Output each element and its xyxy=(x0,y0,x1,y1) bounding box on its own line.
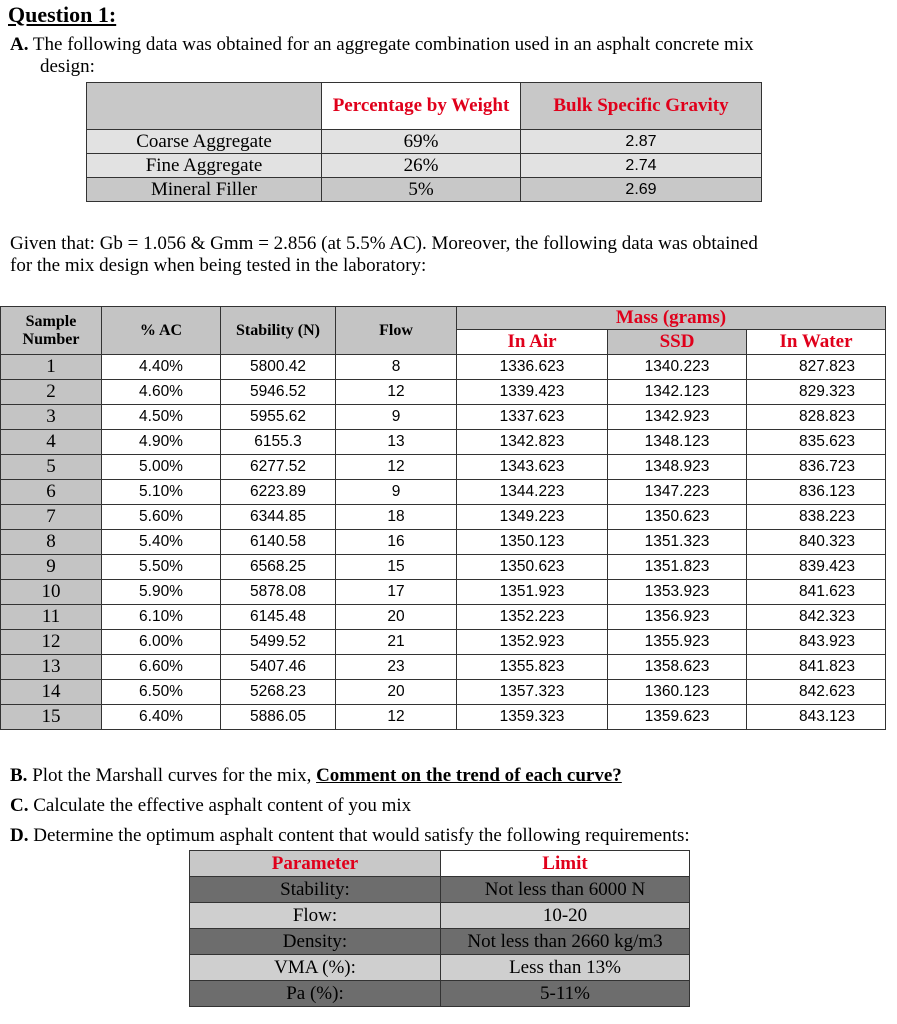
req-param: VMA (%): xyxy=(190,955,441,981)
header-mass: Mass (grams) xyxy=(457,307,886,330)
table-row xyxy=(1,455,886,480)
table-row xyxy=(87,178,762,202)
part-b-text: Plot the Marshall curves for the mix, xyxy=(32,765,312,786)
req-header-limit: Limit xyxy=(441,851,690,877)
flow-cell: 9 xyxy=(336,480,457,505)
sample-number-cell: 14 xyxy=(1,680,102,705)
part-b xyxy=(10,765,622,787)
sample-number-cell: 12 xyxy=(1,630,102,655)
req-param: Pa (%): xyxy=(190,981,441,1007)
stability-cell: 5878.08 xyxy=(221,580,336,605)
ssd-cell: 1340.223 xyxy=(608,355,747,380)
table-row xyxy=(190,981,690,1007)
ssd-cell: 1360.123 xyxy=(608,680,747,705)
req-limit: 10-20 xyxy=(441,903,690,929)
stability-cell: 5268.23 xyxy=(221,680,336,705)
req-limit: Not less than 6000 N xyxy=(441,877,690,903)
header-in-water: In Water xyxy=(747,330,886,355)
ssd-cell: 1350.623 xyxy=(608,505,747,530)
part-c xyxy=(10,795,411,817)
header-flow: Flow xyxy=(336,307,457,355)
part-c-text: Calculate the effective asphalt content of you mix xyxy=(33,795,412,816)
flow-cell: 20 xyxy=(336,605,457,630)
table-row xyxy=(1,355,886,380)
table-row xyxy=(1,405,886,430)
part-a-text xyxy=(10,34,754,56)
flow-cell: 15 xyxy=(336,555,457,580)
ssd-cell: 1348.123 xyxy=(608,430,747,455)
flow-cell: 18 xyxy=(336,505,457,530)
flow-cell: 23 xyxy=(336,655,457,680)
flow-cell: 12 xyxy=(336,455,457,480)
ssd-cell: 1342.123 xyxy=(608,380,747,405)
ssd-cell: 1342.923 xyxy=(608,405,747,430)
ssd-cell: 1358.623 xyxy=(608,655,747,680)
sample-number-cell: 2 xyxy=(1,380,102,405)
in-water-cell: 838.223 xyxy=(747,505,886,530)
sample-number-cell: 4 xyxy=(1,430,102,455)
ac-cell: 4.90% xyxy=(102,430,221,455)
flow-cell: 8 xyxy=(336,355,457,380)
stability-cell: 6155.3 xyxy=(221,430,336,455)
stability-cell: 5800.42 xyxy=(221,355,336,380)
sample-number-cell: 13 xyxy=(1,655,102,680)
part-b-label: B. xyxy=(10,765,28,786)
in-water-cell: 841.623 xyxy=(747,580,886,605)
in-air-cell: 1352.923 xyxy=(457,630,608,655)
stability-cell: 6223.89 xyxy=(221,480,336,505)
table-row xyxy=(87,130,762,154)
table-row xyxy=(190,903,690,929)
ac-cell: 4.50% xyxy=(102,405,221,430)
ac-cell: 6.40% xyxy=(102,705,221,730)
sample-number-cell: 15 xyxy=(1,705,102,730)
header-stability: Stability (N) xyxy=(221,307,336,355)
sample-number-cell: 7 xyxy=(1,505,102,530)
stability-cell: 6277.52 xyxy=(221,455,336,480)
given-line1: Given that: Gb = 1.056 & Gmm = 2.856 (at 5.5% AC). Moreover, the following data was obtained xyxy=(10,233,758,254)
in-air-cell: 1355.823 xyxy=(457,655,608,680)
stability-cell: 6145.48 xyxy=(221,605,336,630)
sample-number-cell: 1 xyxy=(1,355,102,380)
in-water-cell: 840.323 xyxy=(747,530,886,555)
ssd-cell: 1347.223 xyxy=(608,480,747,505)
ssd-cell: 1351.823 xyxy=(608,555,747,580)
ac-cell: 6.00% xyxy=(102,630,221,655)
in-air-cell: 1349.223 xyxy=(457,505,608,530)
stability-cell: 5886.05 xyxy=(221,705,336,730)
ssd-cell: 1355.923 xyxy=(608,630,747,655)
part-a-line1: The following data was obtained for an aggregate combination used in an asphalt concrete mix xyxy=(32,34,754,55)
part-b-emphasis: Comment on the trend of each curve? xyxy=(316,765,622,786)
ac-cell: 6.50% xyxy=(102,680,221,705)
in-air-cell: 1339.423 xyxy=(457,380,608,405)
stability-cell: 6344.85 xyxy=(221,505,336,530)
in-water-cell: 842.623 xyxy=(747,680,886,705)
ssd-cell: 1353.923 xyxy=(608,580,747,605)
req-param: Flow: xyxy=(190,903,441,929)
aggregate-header-percent: Percentage by Weight xyxy=(322,83,521,130)
ac-cell: 5.60% xyxy=(102,505,221,530)
ac-cell: 4.40% xyxy=(102,355,221,380)
in-air-cell: 1350.123 xyxy=(457,530,608,555)
in-air-cell: 1359.323 xyxy=(457,705,608,730)
aggregate-bsg: 2.74 xyxy=(521,154,762,178)
flow-cell: 12 xyxy=(336,705,457,730)
ac-cell: 6.10% xyxy=(102,605,221,630)
table-row xyxy=(1,580,886,605)
in-water-cell: 839.423 xyxy=(747,555,886,580)
sample-number-cell: 3 xyxy=(1,405,102,430)
req-limit: Not less than 2660 kg/m3 xyxy=(441,929,690,955)
lab-data-table xyxy=(0,306,886,730)
header-in-air: In Air xyxy=(457,330,608,355)
ssd-cell: 1348.923 xyxy=(608,455,747,480)
in-air-cell: 1343.623 xyxy=(457,455,608,480)
flow-cell: 9 xyxy=(336,405,457,430)
sample-number-cell: 10 xyxy=(1,580,102,605)
req-header-parameter: Parameter xyxy=(190,851,441,877)
req-param: Density: xyxy=(190,929,441,955)
table-row xyxy=(190,929,690,955)
question-title: Question 1: xyxy=(8,2,117,27)
ssd-cell: 1359.623 xyxy=(608,705,747,730)
part-a-line2: design: xyxy=(40,56,95,77)
requirements-table xyxy=(189,850,690,1007)
sample-number-cell: 8 xyxy=(1,530,102,555)
table-row xyxy=(1,630,886,655)
in-air-cell: 1351.923 xyxy=(457,580,608,605)
in-water-cell: 827.823 xyxy=(747,355,886,380)
header-ac: % AC xyxy=(102,307,221,355)
in-air-cell: 1350.623 xyxy=(457,555,608,580)
table-row xyxy=(190,877,690,903)
in-air-cell: 1337.623 xyxy=(457,405,608,430)
part-d-text: Determine the optimum asphalt content that would satisfy the following requirements: xyxy=(33,825,690,846)
aggregate-name: Mineral Filler xyxy=(87,178,322,202)
in-water-cell: 841.823 xyxy=(747,655,886,680)
stability-cell: 6140.58 xyxy=(221,530,336,555)
ac-cell: 5.90% xyxy=(102,580,221,605)
aggregate-name: Fine Aggregate xyxy=(87,154,322,178)
sample-number-cell: 9 xyxy=(1,555,102,580)
table-row xyxy=(1,505,886,530)
flow-cell: 20 xyxy=(336,680,457,705)
part-a-label: A. xyxy=(10,34,29,55)
ac-cell: 5.50% xyxy=(102,555,221,580)
part-d xyxy=(10,825,690,847)
table-row xyxy=(1,555,886,580)
aggregate-table xyxy=(86,82,762,202)
aggregate-corner-cell xyxy=(87,83,322,130)
flow-cell: 12 xyxy=(336,380,457,405)
aggregate-name: Coarse Aggregate xyxy=(87,130,322,154)
ac-cell: 4.60% xyxy=(102,380,221,405)
flow-cell: 17 xyxy=(336,580,457,605)
in-air-cell: 1342.823 xyxy=(457,430,608,455)
ac-cell: 6.60% xyxy=(102,655,221,680)
in-air-cell: 1336.623 xyxy=(457,355,608,380)
in-water-cell: 843.923 xyxy=(747,630,886,655)
given-line2: for the mix design when being tested in the laboratory: xyxy=(10,255,427,276)
in-air-cell: 1357.323 xyxy=(457,680,608,705)
flow-cell: 13 xyxy=(336,430,457,455)
flow-cell: 21 xyxy=(336,630,457,655)
stability-cell: 5955.62 xyxy=(221,405,336,430)
sample-number-cell: 5 xyxy=(1,455,102,480)
part-c-label: C. xyxy=(10,795,29,816)
aggregate-bsg: 2.87 xyxy=(521,130,762,154)
aggregate-header-bsg: Bulk Specific Gravity xyxy=(521,83,762,130)
ssd-cell: 1351.323 xyxy=(608,530,747,555)
ac-cell: 5.10% xyxy=(102,480,221,505)
in-water-cell: 836.123 xyxy=(747,480,886,505)
table-row xyxy=(1,655,886,680)
in-water-cell: 843.123 xyxy=(747,705,886,730)
in-air-cell: 1344.223 xyxy=(457,480,608,505)
header-ssd: SSD xyxy=(608,330,747,355)
table-row xyxy=(190,955,690,981)
stability-cell: 5407.46 xyxy=(221,655,336,680)
stability-cell: 6568.25 xyxy=(221,555,336,580)
table-row xyxy=(1,530,886,555)
table-row xyxy=(1,605,886,630)
ac-cell: 5.00% xyxy=(102,455,221,480)
req-limit: 5-11% xyxy=(441,981,690,1007)
aggregate-bsg: 2.69 xyxy=(521,178,762,202)
table-row xyxy=(87,154,762,178)
in-water-cell: 842.323 xyxy=(747,605,886,630)
lab-rows xyxy=(1,355,886,730)
header-sample-number: Sample Number xyxy=(1,307,102,355)
stability-cell: 5946.52 xyxy=(221,380,336,405)
aggregate-percent: 5% xyxy=(322,178,521,202)
table-row xyxy=(1,680,886,705)
table-row xyxy=(1,705,886,730)
in-water-cell: 836.723 xyxy=(747,455,886,480)
sample-number-cell: 6 xyxy=(1,480,102,505)
in-water-cell: 829.323 xyxy=(747,380,886,405)
stability-cell: 5499.52 xyxy=(221,630,336,655)
aggregate-percent: 69% xyxy=(322,130,521,154)
flow-cell: 16 xyxy=(336,530,457,555)
table-row xyxy=(1,430,886,455)
table-row xyxy=(1,480,886,505)
sample-number-cell: 11 xyxy=(1,605,102,630)
in-water-cell: 835.623 xyxy=(747,430,886,455)
ac-cell: 5.40% xyxy=(102,530,221,555)
req-param: Stability: xyxy=(190,877,441,903)
aggregate-percent: 26% xyxy=(322,154,521,178)
in-air-cell: 1352.223 xyxy=(457,605,608,630)
req-limit: Less than 13% xyxy=(441,955,690,981)
ssd-cell: 1356.923 xyxy=(608,605,747,630)
table-row xyxy=(1,380,886,405)
part-d-label: D. xyxy=(10,825,29,846)
in-water-cell: 828.823 xyxy=(747,405,886,430)
